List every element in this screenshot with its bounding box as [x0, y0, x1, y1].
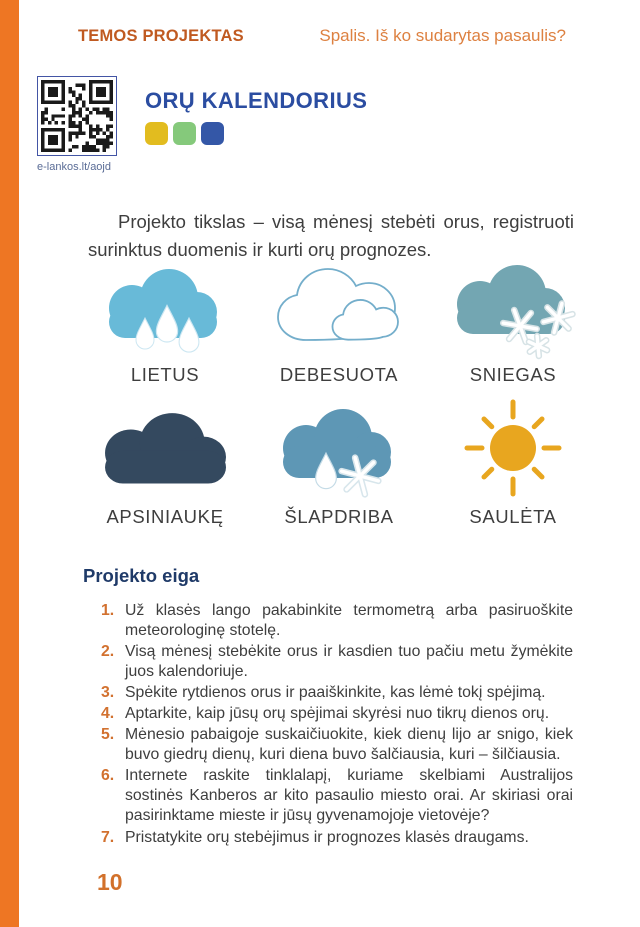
weather-label: APSINIAUKĘ	[106, 506, 224, 527]
step-text: Visą mėnesį stebėkite orus ir kasdien tuo pačiu metu žymėkite juos kalendoriuje.	[125, 643, 573, 681]
weather-item	[78, 254, 252, 386]
step-text: Pristatykite orų stebėjimus ir prognozes klasės draugams.	[125, 828, 529, 846]
step-text: Mėnesio pabaigoje suskaičiuokite, kiek dienų lijo ar snigo, kiek buvo giedrų dienų, kuri diena buvo šalčiausia, kuri – šilčiausia.	[125, 726, 573, 764]
title-legend-squares	[145, 122, 224, 145]
step-number: 7.	[101, 828, 115, 846]
step-number: 5.	[101, 726, 115, 744]
procedure-steps	[101, 601, 573, 849]
yellow-square	[145, 122, 168, 145]
procedure-step	[101, 642, 573, 682]
procedure-step	[101, 766, 573, 826]
procedure-step	[101, 683, 573, 703]
qr-block	[37, 76, 129, 173]
step-text: Už klasės lango pakabinkite termometrą arba pasiruoškite meteorologinę stotelę.	[125, 602, 573, 640]
step-number: 4.	[101, 705, 115, 723]
overcast-cloud-icon	[90, 396, 240, 504]
qr-code-icon	[37, 76, 117, 156]
weather-label: SAULĖTA	[469, 506, 557, 527]
step-text: Spėkite rytdienos orus ir paaiškinkite, kas lėmė tokį spėjimą.	[125, 684, 546, 702]
weather-label: ŠLAPDRIBA	[284, 506, 394, 527]
procedure-step	[101, 828, 573, 848]
weather-item	[426, 254, 600, 386]
weather-label: DEBESUOTA	[279, 364, 399, 385]
weather-label: SNIEGAS	[469, 364, 557, 385]
rain-cloud-icon	[90, 254, 240, 362]
weather-label: LIETUS	[130, 364, 200, 385]
step-number: 2.	[101, 643, 115, 661]
page-header	[78, 26, 566, 46]
snow-cloud-icon	[438, 254, 588, 362]
procedure-step	[101, 601, 573, 641]
sun-icon	[438, 396, 588, 504]
weather-legend-grid	[78, 254, 600, 528]
page-number: 10	[97, 869, 123, 895]
step-number: 6.	[101, 767, 115, 785]
sleet-cloud-icon	[264, 396, 414, 504]
weather-item	[426, 396, 600, 528]
chapter-topic: Spalis. Iš ko sudarytas pasaulis?	[319, 26, 566, 45]
step-number: 1.	[101, 602, 115, 619]
step-text: Aptarkite, kaip jūsų orų spėjimai skyrėsi nuo tikrų dienos orų.	[125, 705, 550, 723]
procedure-step	[101, 725, 573, 765]
qr-caption: e-lankos.lt/aojd	[37, 161, 111, 173]
series-label: TEMOS PROJEKTAS	[78, 27, 244, 45]
procedure-heading: Projekto eiga	[83, 565, 200, 586]
step-number: 3.	[101, 684, 115, 702]
left-accent-strip	[0, 0, 19, 927]
step-text: Internete raskite tinklalapį, kuriame skelbiami Australijos sostinės Kanberos ar kito pasaulio miesto orai. Ar skiriasi orai pasirinktame mieste ir jūsų gyvenamojoje vietovėje?	[125, 767, 573, 825]
project-goal-text: Projekto tikslas – visą mėnesį stebėti orus, registruoti surinktus duomenis ir kurti orų prognozes.	[88, 210, 574, 261]
green-square	[173, 122, 196, 145]
weather-item	[252, 396, 426, 528]
project-title: ORŲ KALENDORIUS	[145, 88, 368, 113]
procedure-step	[101, 704, 573, 724]
blue-square	[201, 122, 224, 145]
clouds-outline-icon	[264, 254, 414, 362]
weather-item	[252, 254, 426, 386]
weather-item	[78, 396, 252, 528]
